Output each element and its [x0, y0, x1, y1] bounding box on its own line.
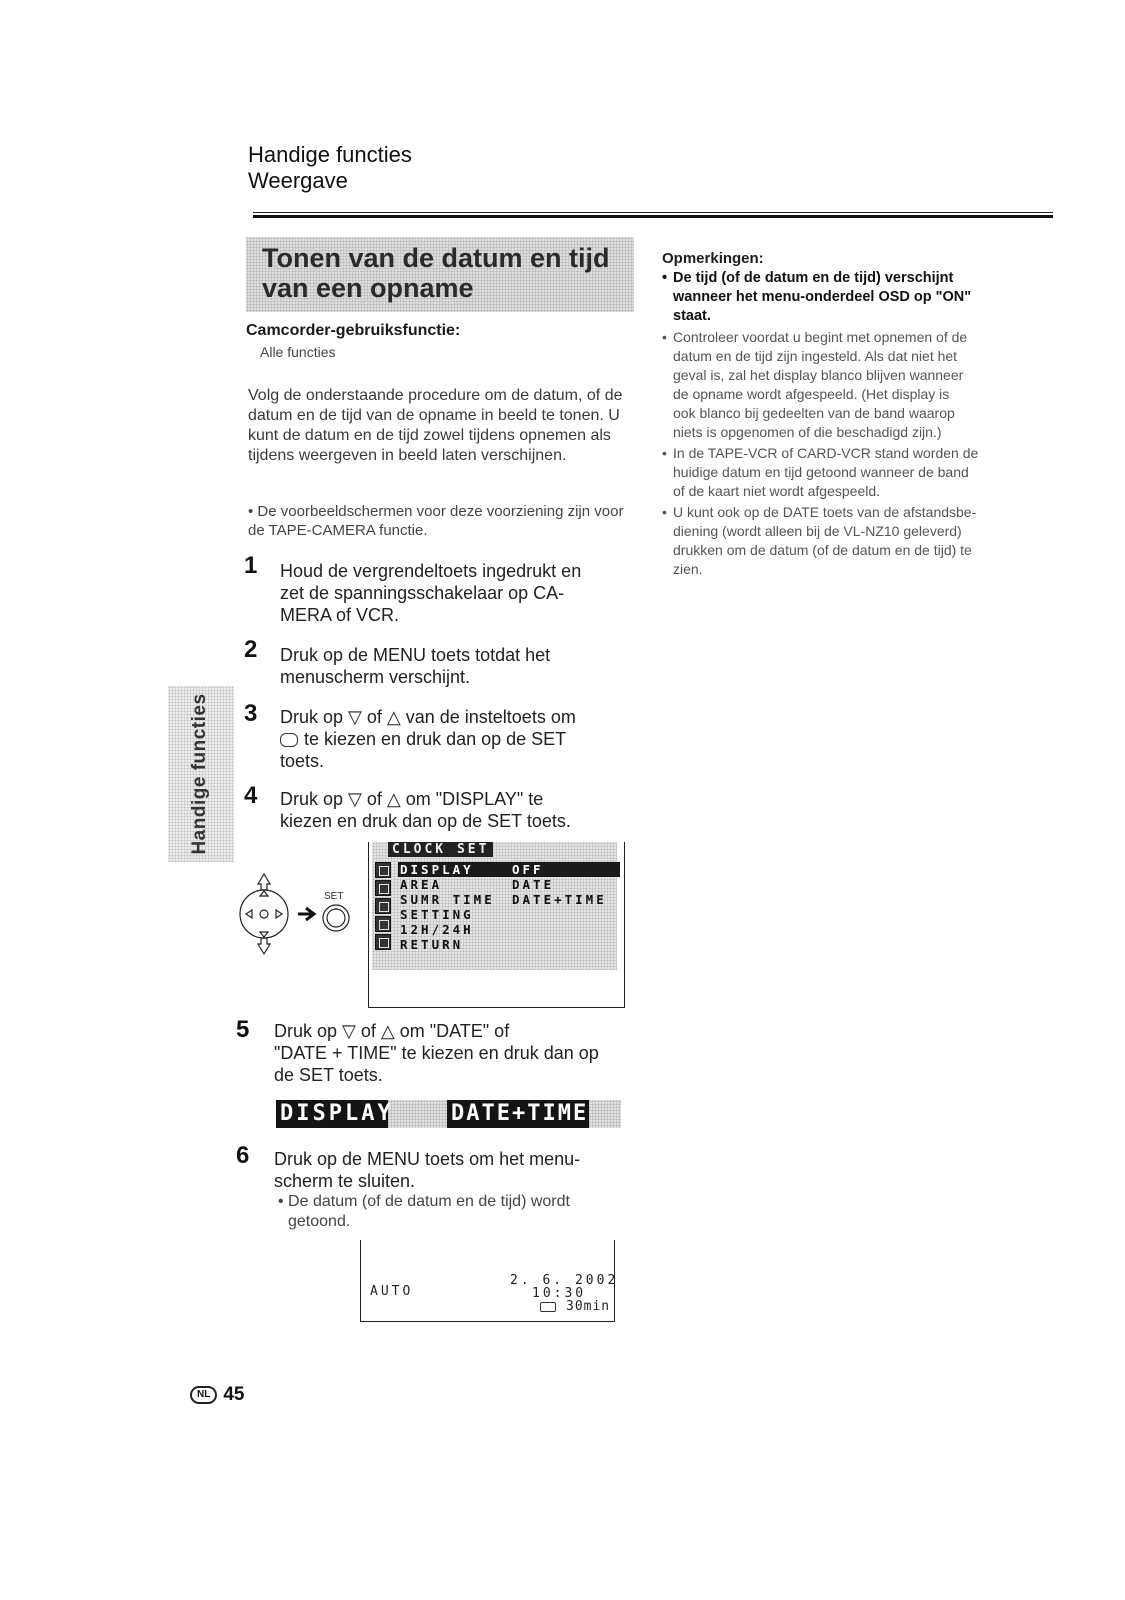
step-1-line: Houd de vergrendeltoets ingedrukt en — [280, 561, 582, 581]
bullet-dot: • — [662, 445, 667, 461]
viewfinder-bottom-border — [360, 1321, 615, 1322]
step-3-number: 3 — [244, 700, 258, 727]
menu-tab-icon — [375, 916, 391, 932]
intro-bullet-text: De voorbeeldschermen voor deze voorziening zijn voor de TAPE-CAMERA functie. — [248, 503, 624, 539]
menu-item-area: AREA — [400, 877, 443, 892]
step-2-text — [280, 644, 620, 688]
menu-item-setting: SETTING — [400, 907, 474, 922]
bullet-dot: • — [662, 270, 668, 286]
language-badge: NL — [190, 1386, 217, 1404]
step-5-line: Druk op ▽ of △ om "DATE" of — [274, 1021, 510, 1041]
note-item: • In de TAPE-VCR of CARD-VCR stand worden de huidige datum en tijd getoond wanneer de band of de kaart niet wordt afgespeeld. — [662, 445, 979, 499]
notes-panel — [662, 250, 1052, 579]
intro-bullet — [248, 502, 628, 540]
note-item: • U kunt ook op de DATE toets van de afstandsbe- diening (wordt alleen bij de VL-NZ10 geleverd) drukken om de datum (of de datum en de tijd) te zien. — [662, 504, 977, 577]
set-label: SET — [324, 891, 344, 902]
menu-option-date-time: DATE+TIME — [512, 892, 607, 907]
step-6-number: 6 — [236, 1142, 250, 1169]
viewfinder-time: 10:30 — [532, 1286, 587, 1301]
bullet-dot: • — [248, 503, 258, 520]
page-title-line2: van een opname — [262, 273, 474, 303]
side-tab-label: Handige functies — [189, 693, 210, 855]
bullet-dot: • — [662, 504, 667, 520]
step-6-bullet — [278, 1192, 618, 1232]
display-setting-label: DISPLAY — [276, 1100, 388, 1128]
step-2-line: menuscherm verschijnt. — [280, 667, 471, 687]
step-6-bullet-line: De datum (of de datum en de tijd) wordt — [288, 1193, 570, 1210]
clock-menu-icon — [280, 733, 298, 747]
step-4-line: Druk op ▽ of △ om "DISPLAY" te — [280, 789, 544, 809]
menu-header: CLOCK SET — [388, 842, 493, 857]
step-3-line: toets. — [280, 751, 325, 771]
step-4-line: kiezen en druk dan op de SET toets. — [280, 811, 571, 831]
bullet-dot: • — [278, 1193, 289, 1210]
display-setting-value: DATE+TIME — [447, 1100, 589, 1128]
step-6-text — [274, 1148, 619, 1192]
viewfinder-date: 2. 6. 2002 — [510, 1273, 619, 1288]
menu-item-return: RETURN — [400, 937, 464, 952]
step-5-number: 5 — [236, 1016, 250, 1043]
set-button-icon — [323, 905, 349, 931]
mode-value: Alle functies — [260, 344, 336, 360]
step-1-text — [280, 560, 620, 626]
step-1-line: MERA of VCR. — [280, 605, 400, 625]
subsection-title: Weergave — [248, 168, 348, 193]
step-3-line: Druk op ▽ of △ van de insteltoets om — [280, 707, 576, 727]
menu-tab-icon — [375, 862, 391, 878]
section-title: Handige functies — [248, 142, 412, 167]
menu-item-sumr-time: SUMR TIME — [400, 892, 495, 907]
step-5-text — [274, 1020, 619, 1086]
step-1-line: zet de spanningsschakelaar op CA- — [280, 583, 565, 603]
viewfinder-mode: AUTO — [370, 1284, 414, 1299]
step-2-line: Druk op de MENU toets totdat het — [280, 645, 551, 665]
menu-option-off: OFF — [512, 862, 544, 877]
step-3-text — [280, 706, 620, 772]
page-number-value: 45 — [223, 1384, 245, 1405]
control-dial-illustration — [232, 868, 362, 964]
page-number — [190, 1384, 244, 1406]
page-title-line1: Tonen van de datum en tijd — [262, 243, 610, 273]
mode-label: Camcorder-gebruiksfunctie: — [246, 322, 461, 339]
step-5-line: de SET toets. — [274, 1065, 383, 1085]
viewfinder-remaining: 30min — [566, 1299, 611, 1314]
step-4-number: 4 — [244, 782, 258, 809]
step-6-bullet-line: getoond. — [288, 1213, 351, 1230]
intro-paragraph: Volg de onderstaande procedure om de datum, of de datum en de tijd van de opname in beeld te tonen. U kunt de datum en de tijd zowel tijdens opnemen als tijdens weergeven in beeld laten verschijnen. — [248, 387, 623, 464]
menu-option-date: DATE — [512, 877, 555, 892]
menu-item-display: DISPLAY — [400, 862, 474, 877]
menu-tab-icon — [375, 934, 391, 950]
step-1-number: 1 — [244, 552, 258, 579]
step-3-line: te kiezen en druk dan op de SET — [280, 728, 620, 750]
note-item: • De tijd (of de datum en de tijd) verschijnt wanneer het menu-onderdeel OSD op "ON" staat. — [662, 270, 972, 324]
step-6-line: scherm te sluiten. — [274, 1171, 416, 1191]
arrow-right-icon — [298, 908, 314, 920]
notes-heading: Opmerkingen: — [662, 250, 764, 267]
step-2-number: 2 — [244, 636, 258, 663]
menu-tab-icon — [375, 898, 391, 914]
header-rule-thick — [253, 215, 1053, 218]
step-6-line: Druk op de MENU toets om het menu- — [274, 1149, 581, 1169]
dial-icon — [240, 874, 288, 954]
viewfinder-left-border — [360, 1240, 361, 1322]
header-rule-thin — [253, 212, 1053, 213]
bullet-dot: • — [662, 329, 667, 345]
menu-item-12h24h: 12H/24H — [400, 922, 474, 937]
tape-icon — [540, 1302, 556, 1312]
step-5-line: "DATE + TIME" te kiezen en druk dan op — [274, 1043, 599, 1063]
step-4-text — [280, 788, 620, 832]
menu-tab-icon — [375, 880, 391, 896]
note-item: • Controleer voordat u begint met opnemen of de datum en de tijd zijn ingesteld. Als dat niet het geval is, zal het display blanco blijven wanneer de opname wordt afgespeeld. (Het display is ook blanco bij gedeelten van de band waarop niets is opgenomen of die beschadigd zijn.) — [662, 329, 968, 440]
